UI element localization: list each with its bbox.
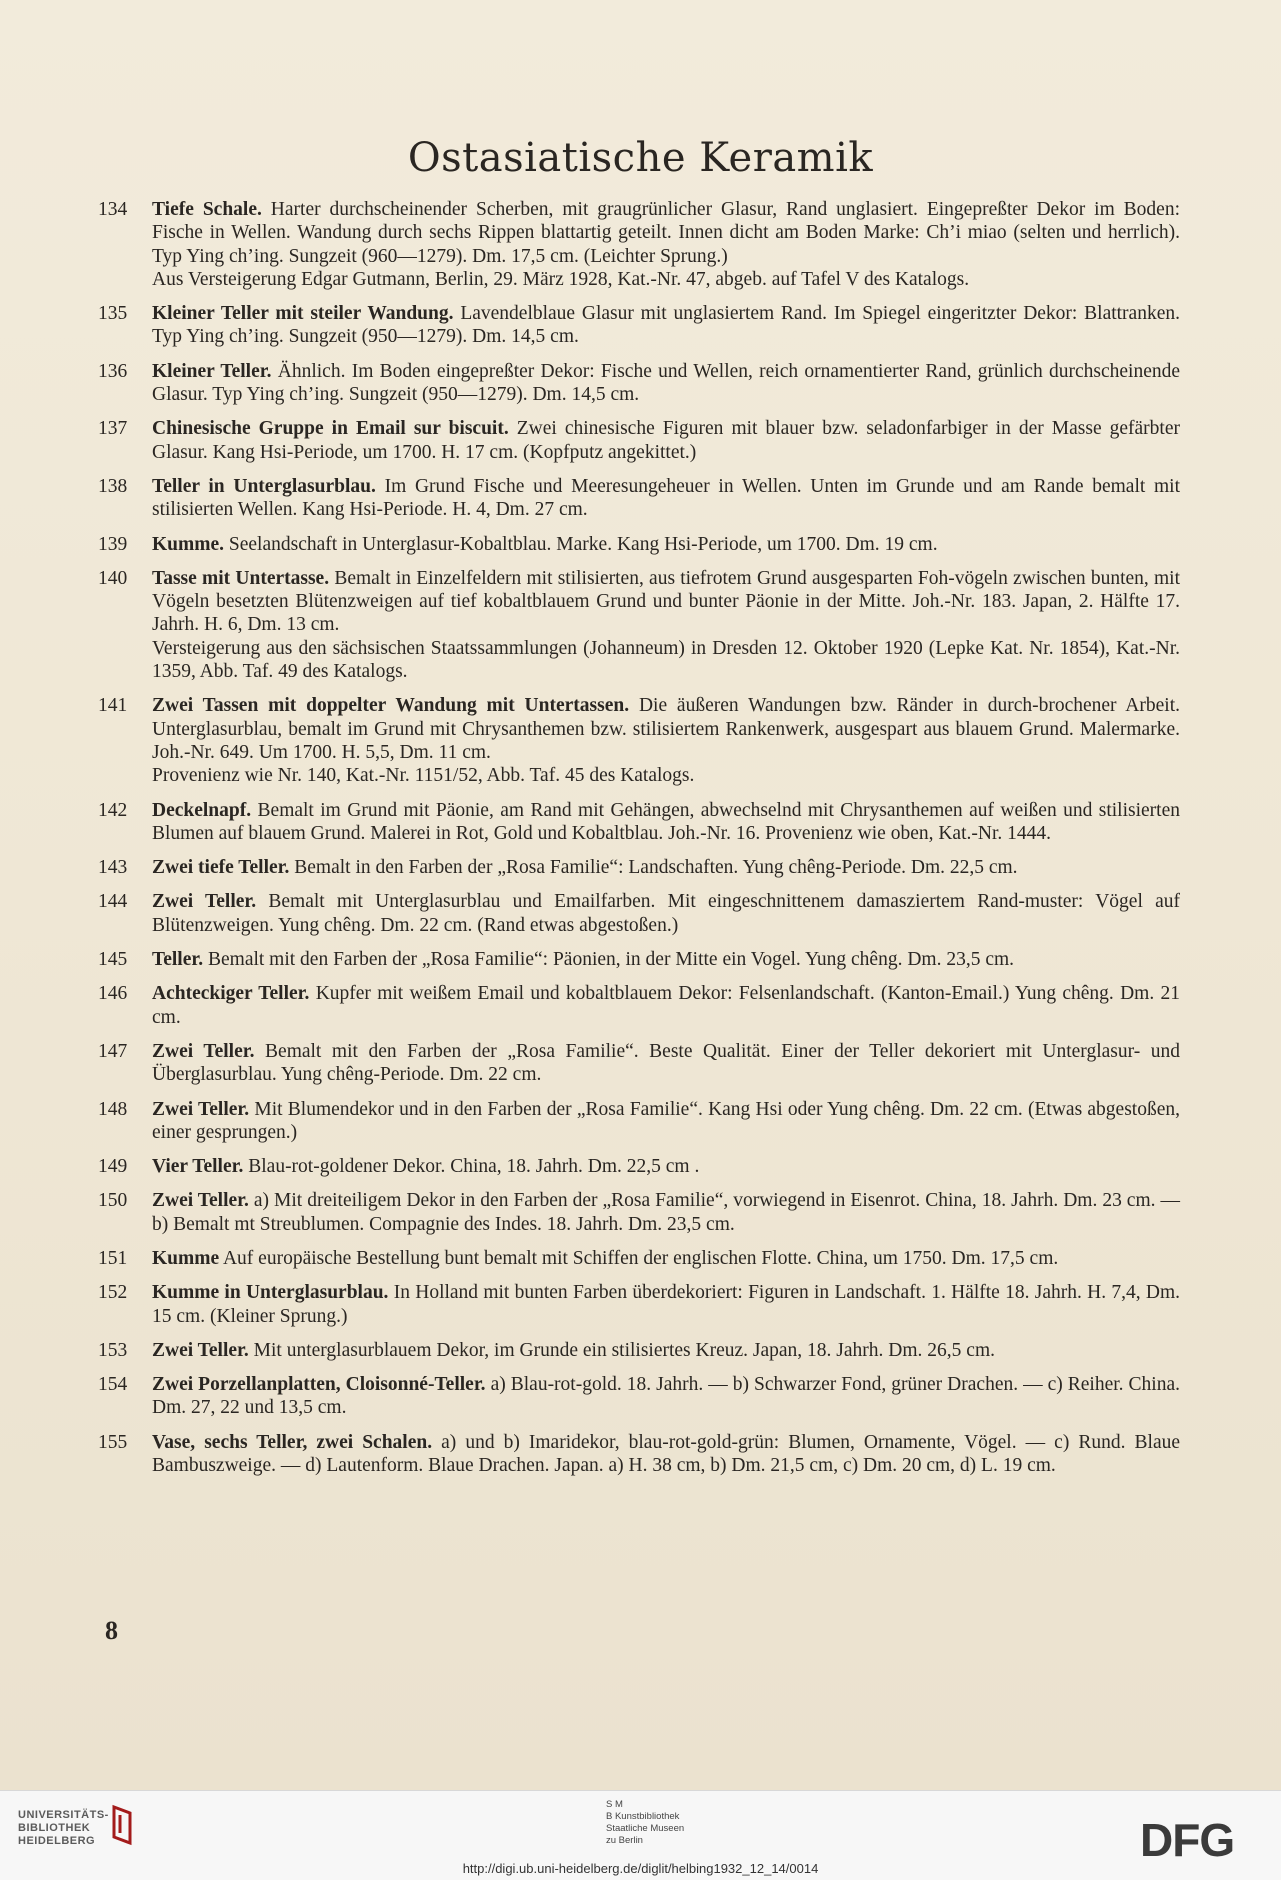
- sm-logo-line: zu Berlin: [606, 1835, 643, 1846]
- entry-text: [152, 1189, 1180, 1236]
- sm-logo-line: Staatliche Museen: [606, 1823, 685, 1834]
- entry-heading: Kumme in Unterglasurblau.: [152, 1282, 389, 1304]
- entry-number: 138: [98, 475, 128, 497]
- entry-description: Bemalt in den Farben der „Rosa Familie“: Landschaften. Yung chêng-Periode. Dm. 22,5 cm.: [294, 857, 1018, 879]
- sm-logo-line: B Kunstbibliothek: [606, 1811, 680, 1822]
- entry-text: [152, 1431, 1180, 1478]
- uni-logo-line: HEIDELBERG: [18, 1835, 96, 1847]
- entry-description: Harter durchscheinender Scherben, mit graugrünlicher Glasur, Rand unglasiert. Eingepreßter Dekor im Boden: Fische in Wellen. Wandung durch sechs Rippen blattartig geteilt. Innen dicht am Boden Marke: Ch’i miao (selten und herrlich). Typ Ying ch’ing. Sungzeit (960—1279). Dm. 17,5 cm. (Leichter Sprung.): [152, 199, 1180, 267]
- entry-text: [152, 1040, 1180, 1087]
- catalog-entry: [98, 567, 1180, 683]
- entry-heading: Zwei Teller.: [152, 1339, 249, 1361]
- catalog-entries: [98, 198, 1180, 1488]
- entry-number: 144: [98, 891, 128, 913]
- entry-description: Auf europäische Bestellung bunt bemalt mit Schiffen der englischen Flotte. China, um 1750. Dm. 17,5 cm.: [222, 1247, 1059, 1269]
- entry-number: 139: [98, 533, 128, 555]
- catalog-entry: [98, 1040, 1180, 1087]
- entry-number: 149: [98, 1156, 128, 1178]
- page-number: 8: [105, 1616, 118, 1645]
- entry-provenance: Versteigerung aus den sächsischen Staatssammlungen (Johanneum) in Dresden 12. Oktober 1920 (Lepke Kat. Nr. 1854), Kat.-Nr. 1359, Abb. Taf. 49 des Katalogs.: [152, 637, 1180, 683]
- entry-number: 155: [98, 1431, 128, 1453]
- entry-heading: Teller.: [152, 949, 204, 971]
- entry-heading: Zwei Teller.: [152, 1098, 250, 1120]
- catalog-entry: [98, 799, 1180, 846]
- entry-number: 142: [98, 799, 128, 821]
- entry-heading: Deckelnapf.: [152, 799, 252, 821]
- entry-heading: Kleiner Teller.: [152, 360, 272, 382]
- university-library-logo[interactable]: [18, 1809, 109, 1848]
- entry-heading: Achteckiger Teller.: [152, 983, 310, 1005]
- catalog-entry: [98, 1339, 1180, 1362]
- entry-number: 137: [98, 418, 128, 440]
- catalog-entry: [98, 948, 1180, 971]
- entry-text: [152, 799, 1180, 846]
- entry-heading: Vier Teller.: [152, 1156, 244, 1178]
- entry-text: [152, 475, 1180, 522]
- entry-number: 148: [98, 1098, 128, 1120]
- catalog-entry: [98, 1247, 1180, 1270]
- catalog-entry: [98, 1098, 1180, 1145]
- entry-description: Seelandschaft in Unterglasur-Kobaltblau. Marke. Kang Hsi-Periode, um 1700. Dm. 19 cm.: [228, 533, 938, 555]
- entry-number: 135: [98, 303, 128, 325]
- catalog-entry: [98, 856, 1180, 879]
- entry-number: 146: [98, 983, 128, 1005]
- entry-heading: Chinesische Gruppe in Email sur biscuit.: [152, 418, 509, 440]
- entry-text: [152, 1339, 1180, 1362]
- catalog-entry: [98, 417, 1180, 464]
- entry-text: [152, 1098, 1180, 1145]
- entry-heading: Kleiner Teller mit steiler Wandung.: [152, 303, 454, 325]
- entry-text: [152, 694, 1180, 787]
- page-title: Ostasiatische Keramik: [407, 135, 874, 181]
- entry-heading: Kumme: [152, 1247, 220, 1269]
- entry-number: 151: [98, 1247, 128, 1269]
- entry-text: [152, 1155, 1180, 1178]
- entry-number: 134: [98, 199, 128, 220]
- entry-description: Die äußeren Wandungen bzw. Ränder in durch-brochener Arbeit. Unterglasurblau, bemalt im Grund mit Chrysanthemen bzw. stilisiertem Rankenwerk, ausgespart aus blauem Grund. Malermarke. Joh.-Nr. 649. Um 1700. H. 5,5, Dm. 11 cm.: [152, 695, 1181, 763]
- catalog-entry: [98, 533, 1180, 556]
- entry-heading: Zwei Tassen mit doppelter Wandung mit Untertassen.: [152, 695, 630, 717]
- entry-number: 145: [98, 949, 128, 971]
- catalog-entry: [98, 1281, 1180, 1328]
- catalog-entry: [98, 302, 1180, 349]
- entry-heading: Zwei Teller.: [152, 1190, 249, 1212]
- entry-text: [152, 417, 1180, 464]
- entry-provenance: Aus Versteigerung Edgar Gutmann, Berlin, 29. März 1928, Kat.-Nr. 47, abgeb. auf Tafel V des Katalogs.: [152, 268, 970, 290]
- entry-description: Bemalt mit Unterglasurblau und Emailfarben. Mit eingeschnittenem damasziertem Rand-muster: Vögel auf Blütenzweigen. Yung chêng. Dm. 22 cm. (Rand etwas abgestoßen.): [152, 891, 1180, 936]
- permalink-url[interactable]: http://digi.ub.uni-heidelberg.de/diglit/helbing1932_12_14/0014: [462, 1861, 819, 1876]
- entry-number: 147: [98, 1040, 128, 1062]
- entry-description: Mit unterglasurblauem Dekor, im Grunde ein stilisiertes Kreuz. Japan, 18. Jahrh. Dm. 26,5 cm.: [253, 1339, 995, 1361]
- entry-text: [152, 567, 1180, 683]
- entry-number: 150: [98, 1190, 128, 1212]
- dfg-logo[interactable]: DFG: [1140, 1814, 1235, 1866]
- uni-logo-line: UNIVERSITÄTS-: [18, 1809, 109, 1821]
- entry-number: 143: [98, 857, 128, 879]
- entry-description: a) Mit dreiteiligem Dekor in den Farben der „Rosa Familie“, vorwiegend in Eisenrot. China, 18. Jahrh. Dm. 23 cm. — b) Bemalt mt Streublumen. Compagnie des Indes. 18. Jahrh. Dm. 23,5 cm.: [152, 1190, 1180, 1235]
- entry-number: 140: [98, 567, 128, 589]
- catalog-entry: [98, 360, 1180, 407]
- entry-number: 154: [98, 1374, 128, 1396]
- entry-description: Zwei chinesische Figuren mit blauer bzw. seladonfarbiger in der Masse gefärbter Glasur. Kang Hsi-Periode, um 1700. H. 17 cm. (Kopfputz angekittet.): [152, 418, 1180, 463]
- entry-text: [152, 302, 1180, 349]
- entry-heading: Zwei Teller.: [152, 1040, 255, 1062]
- entry-description: Bemalt im Grund mit Päonie, am Rand mit Gehängen, abwechselnd mit Chrysanthemen auf weißen und stilisierten Blumen auf blauem Grund. Malerei in Rot, Gold und Kobaltblau. Joh.-Nr. 16. Provenienz wie oben, Kat.-Nr. 1444.: [152, 799, 1180, 844]
- catalog-entry: [98, 198, 1180, 291]
- catalog-entry: [98, 1431, 1180, 1478]
- entry-heading: Zwei Porzellanplatten, Cloisonné-Teller.: [152, 1374, 486, 1396]
- entry-text: [152, 856, 1180, 879]
- entry-description: Blau-rot-goldener Dekor. China, 18. Jahrh. Dm. 22,5 cm .: [248, 1156, 700, 1178]
- entry-number: 153: [98, 1339, 128, 1361]
- entry-text: [152, 1247, 1180, 1270]
- catalog-entry: [98, 982, 1180, 1029]
- footer-bar: [0, 1790, 1281, 1880]
- entry-description: Im Grund Fische und Meeresungeheuer in Wellen. Unten im Grunde und am Rande bemalt mit stilisierten Wellen. Kang Hsi-Periode. H. 4, Dm. 27 cm.: [152, 475, 1181, 521]
- entry-description: Bemalt mit den Farben der „Rosa Familie“: Päonien, in der Mitte ein Vogel. Yung chêng. Dm. 23,5 cm.: [207, 949, 1015, 971]
- entry-description: a) Blau-rot-gold. 18. Jahrh. — b) Schwarzer Fond, grüner Drachen. — c) Reiher. China. Dm. 27, 22 und 13,5 cm.: [152, 1374, 1181, 1419]
- catalog-entry: [98, 694, 1180, 787]
- entry-number: 152: [98, 1282, 128, 1304]
- entry-text: [152, 948, 1180, 971]
- entry-text: [152, 982, 1180, 1029]
- entry-description: Ähnlich. Im Boden eingepreßter Dekor: Fische und Wellen, reich ornamentierter Rand, grünlich durchscheinende Glasur. Typ Ying ch’ing. Sungzeit (950—1279). Dm. 14,5 cm.: [152, 360, 1180, 406]
- catalog-entry: [98, 1155, 1180, 1178]
- entry-description: In Holland mit bunten Farben überdekoriert: Figuren in Landschaft. 1. Hälfte 18. Jahrh. H. 7,4, Dm. 15 cm. (Kleiner Sprung.): [152, 1282, 1181, 1327]
- entry-text: [152, 890, 1180, 937]
- entry-heading: Tiefe Schale.: [152, 199, 262, 220]
- uni-logo-line: BIBLIOTHEK: [18, 1822, 91, 1834]
- entry-provenance: Provenienz wie Nr. 140, Kat.-Nr. 1151/52, Abb. Taf. 45 des Katalogs.: [152, 765, 695, 787]
- entry-number: 141: [98, 695, 128, 717]
- entry-description: a) und b) Imaridekor, blau-rot-gold-grün: Blumen, Ornamente, Vögel. — c) Rund. Blaue Bambuszweige. — d) Lautenform. Blaue Drachen. Japan. a) H. 38 cm, b) Dm. 21,5 cm, c) Dm. 20 cm, d) L. 19 cm.: [152, 1431, 1180, 1477]
- entry-description: Lavendelblaue Glasur mit unglasiertem Rand. Im Spiegel eingeritzter Dekor: Blattranken. Typ Ying ch’ing. Sungzeit (950—1279). Dm. 14,5 cm.: [152, 303, 1180, 348]
- entry-text: [152, 360, 1180, 407]
- entry-heading: Kumme.: [152, 533, 225, 555]
- sm-logo-line: S M: [606, 1799, 623, 1810]
- staatliche-museen-logo[interactable]: [606, 1799, 684, 1847]
- entry-heading: Zwei tiefe Teller.: [152, 857, 290, 879]
- entry-description: Kupfer mit weißem Email und kobaltblauem Dekor: Felsenlandschaft. (Kanton-Email.) Yung chêng. Dm. 21 cm.: [152, 983, 1181, 1028]
- entry-heading: Teller in Unterglasurblau.: [152, 475, 376, 497]
- entry-heading: Tasse mit Untertasse.: [152, 567, 330, 589]
- entry-text: [152, 198, 1180, 291]
- entry-heading: Zwei Teller.: [152, 891, 257, 913]
- entry-number: 136: [98, 360, 128, 382]
- entry-text: [152, 533, 1180, 556]
- entry-description: Mit Blumendekor und in den Farben der „Rosa Familie“. Kang Hsi oder Yung chêng. Dm. 22 cm. (Etwas abgestoßen, einer gesprungen.): [152, 1098, 1180, 1143]
- catalog-entry: [98, 1373, 1180, 1420]
- entry-description: Bemalt in Einzelfeldern mit stilisierten, aus tiefrotem Grund ausgesparten Foh-vögeln zwischen bunten, mit Vögeln besetzten Blütenzweigen auf tief kobaltblauem Grund und bunter Päonie in der Mitte. Joh.-Nr. 183. Japan, 2. Hälfte 17. Jahrh. H. 6, Dm. 13 cm.: [152, 567, 1180, 636]
- entry-description: Bemalt mit den Farben der „Rosa Familie“. Beste Qualität. Einer der Teller dekoriert mit Unterglasur- und Überglasurblau. Yung chêng-Periode. Dm. 22 cm.: [152, 1040, 1181, 1086]
- catalog-entry: [98, 1189, 1180, 1236]
- entry-heading: Vase, sechs Teller, zwei Schalen.: [152, 1431, 433, 1453]
- entry-text: [152, 1373, 1180, 1420]
- heidelberg-mark-icon: [110, 1803, 136, 1847]
- catalog-entry: [98, 475, 1180, 522]
- catalog-entry: [98, 890, 1180, 937]
- entry-text: [152, 1281, 1180, 1328]
